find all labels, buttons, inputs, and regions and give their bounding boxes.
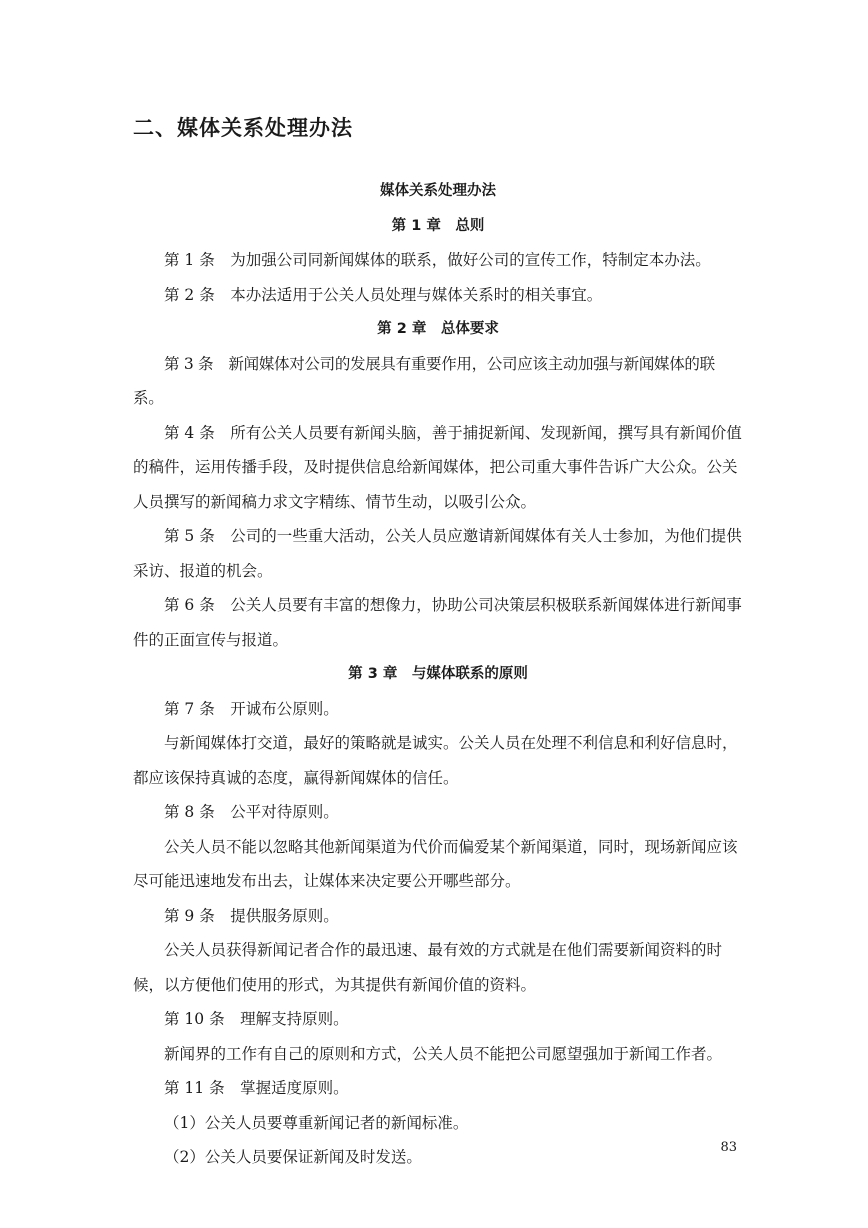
article-11-item-1: （1）公关人员要尊重新闻记者的新闻标准。 [164, 1113, 469, 1132]
article-10: 第 10 条 理解支持原则。 [164, 1010, 349, 1028]
article-11: 第 11 条 掌握适度原则。 [164, 1079, 349, 1097]
article-8-body: 公关人员不能以忽略其他新闻渠道为代价而偏爱某个新闻渠道，同时，现场新闻应该尽可能迅速地发布出去，让媒体来决定要公开哪些部分。 [133, 837, 738, 890]
article-5: 第 5 条 公司的一些重大活动，公关人员应邀请新闻媒体有关人士参加，为他们提供采访、报道的机会。 [133, 527, 742, 580]
document-body [133, 174, 743, 1175]
article-8: 第 8 条 公平对待原则。 [164, 803, 339, 821]
chapter-1-heading: 第 1 章 总则 [391, 217, 485, 234]
article-9: 第 9 条 提供服务原则。 [164, 906, 339, 925]
article-3: 第 3 条 新闻媒体对公司的发展具有重要作用，公司应该主动加强与新闻媒体的联系。 [133, 354, 715, 407]
page-number: 83 [720, 1140, 737, 1155]
article-6: 第 6 条 公关人员要有丰富的想像力，协助公司决策层积极联系新闻媒体进行新闻事件的正面宣传与报道。 [133, 596, 742, 649]
section-heading: 二、媒体关系处理办法 [133, 116, 353, 140]
article-7-body: 与新闻媒体打交道，最好的策略就是诚实。公关人员在处理不利信息和利好信息时，都应该保持真诚的态度，赢得新闻媒体的信任。 [133, 734, 738, 787]
article-7: 第 7 条 开诚布公原则。 [164, 699, 339, 718]
article-10-body: 新闻界的工作有自己的原则和方式，公关人员不能把公司愿望强加于新闻工作者。 [164, 1044, 723, 1063]
article-4: 第 4 条 所有公关人员要有新闻头脑，善于捕捉新闻、发现新闻，撰写具有新闻价值的稿件，运用传播手段，及时提供信息给新闻媒体，把公司重大事件告诉广大公众。公关人员撰写的新闻稿力求文字精练、情节生动，以吸引公众。 [133, 423, 742, 511]
article-2: 第 2 条 本办法适用于公关人员处理与媒体关系时的相关事宜。 [164, 285, 603, 304]
article-1: 第 1 条 为加强公司同新闻媒体的联系，做好公司的宣传工作，特制定本办法。 [164, 251, 711, 269]
chapter-2-heading: 第 2 章 总体要求 [377, 321, 499, 337]
article-11-item-2: （2）公关人员要保证新闻及时发送。 [164, 1148, 422, 1166]
document-title: 媒体关系处理办法 [380, 183, 496, 199]
chapter-3-heading: 第 3 章 与媒体联系的原则 [348, 666, 528, 682]
article-9-body: 公关人员获得新闻记者合作的最迅速、最有效的方式就是在他们需要新闻资料的时候，以方便他们使用的形式，为其提供有新闻价值的资料。 [133, 941, 723, 994]
